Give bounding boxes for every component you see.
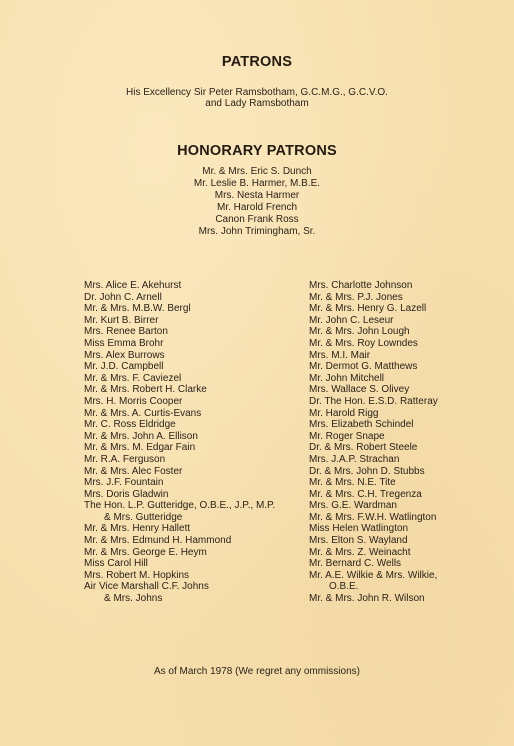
honorary-patron-5: Canon Frank Ross xyxy=(215,214,299,225)
list-item: Mrs. Alice E. Akehurst xyxy=(84,280,182,291)
list-item: Mr. J.D. Campbell xyxy=(84,361,164,373)
patrons-list-left xyxy=(84,280,275,605)
list-item: Mr. & Mrs. M. Edgar Fain xyxy=(84,442,196,454)
list-item: Mr. Bernard C. Wells xyxy=(309,558,402,570)
patron-line-2: and Lady Ramsbotham xyxy=(205,98,309,109)
patron-line-1: His Excellency Sir Peter Ramsbotham, G.C.M.G., G.C.V.O. xyxy=(126,87,388,98)
list-item: Mr. Roger Snape xyxy=(309,430,385,442)
list-item: Mr. & Mrs. N.E. Tite xyxy=(309,477,396,489)
list-item: Miss Carol Hill xyxy=(84,558,148,570)
list-item: Mr. A.E. Wilkie & Mrs. Wilkie, xyxy=(309,569,438,581)
list-item: Mr. & Mrs. F.W.H. Watlington xyxy=(309,511,437,523)
list-item: Mr. & Mrs. Alec Foster xyxy=(84,465,183,477)
list-item: Air Vice Marshall C.F. Johns xyxy=(84,581,209,593)
list-item: Mrs. Renee Barton xyxy=(84,326,168,338)
list-item: Mr. & Mrs. Z. Weinacht xyxy=(309,546,411,558)
list-item: Mr. & Mrs. F. Caviezel xyxy=(84,372,182,384)
list-item: Mrs. Charlotte Johnson xyxy=(309,280,413,291)
honorary-patrons-heading: HONORARY PATRONS xyxy=(177,143,337,159)
honorary-patron-3: Mrs. Nesta Harmer xyxy=(214,190,300,201)
list-item: Miss Emma Brohr xyxy=(84,337,164,349)
list-item-continuation: & Mrs. Gutteridge xyxy=(104,511,183,523)
list-item: Mr. Harold Rigg xyxy=(309,407,379,419)
list-item: Dr. The Hon. E.S.D. Ratteray xyxy=(309,395,438,407)
list-item: Dr. & Mrs. John D. Stubbs xyxy=(309,465,425,477)
list-item: Mrs. Alex Burrows xyxy=(84,349,165,361)
list-item: Mr. & Mrs. Henry Hallett xyxy=(84,523,191,535)
list-item: Mr. John Mitchell xyxy=(309,372,385,384)
list-item: Mr. John C. Leseur xyxy=(309,314,394,326)
patrons-list-right xyxy=(309,280,438,605)
honorary-patron-2: Mr. Leslie B. Harmer, M.B.E. xyxy=(193,178,321,189)
list-item: Mrs. J.F. Fountain xyxy=(84,477,164,489)
list-item: Mrs. J.A.P. Strachan xyxy=(309,453,400,465)
list-item: The Hon. L.P. Gutteridge, O.B.E., J.P., M.P. xyxy=(84,500,276,512)
list-item: Mrs. H. Morris Cooper xyxy=(84,395,183,407)
list-item: Mr. R.A. Ferguson xyxy=(84,453,166,465)
list-item: Mr. Dermot G. Matthews xyxy=(309,361,418,373)
list-item: Mr. & Mrs. George E. Heym xyxy=(84,546,207,558)
list-item: Mr. & Mrs. Robert H. Clarke xyxy=(84,384,207,396)
list-item-continuation: O.B.E. xyxy=(329,581,359,593)
list-item: Mr. & Mrs. Henry G. Lazell xyxy=(309,303,427,315)
list-item: Mrs. Wallace S. Olivey xyxy=(309,384,410,396)
list-item: Mr. & Mrs. Roy Lowndes xyxy=(309,337,418,349)
footer-note: As of March 1978 (We regret any ommissions) xyxy=(153,666,360,677)
list-item: Miss Helen Watlington xyxy=(309,523,409,535)
list-item: Mr. & Mrs. M.B.W. Bergl xyxy=(84,303,191,315)
list-item: Mr. C. Ross Eldridge xyxy=(84,419,176,431)
honorary-patron-1: Mr. & Mrs. Eric S. Dunch xyxy=(202,166,312,177)
list-item: Mrs. Elizabeth Schindel xyxy=(309,419,414,431)
list-item: Dr. John C. Arnell xyxy=(84,291,162,303)
list-item-continuation: & Mrs. Johns xyxy=(104,593,163,605)
honorary-patron-4: Mr. Harold French xyxy=(216,202,298,213)
list-item: Mrs. G.E. Wardman xyxy=(309,500,397,512)
list-item: Mrs. M.I. Mair xyxy=(309,349,371,361)
list-item: Mr. & Mrs. P.J. Jones xyxy=(309,291,403,303)
honorary-patron-6: Mrs. John Trimingham, Sr. xyxy=(198,226,316,237)
list-item: Mr. & Mrs. John R. Wilson xyxy=(309,593,425,605)
list-item: Mr. & Mrs. A. Curtis-Evans xyxy=(84,407,202,419)
list-item: Mrs. Doris Gladwin xyxy=(84,488,169,500)
list-item: Mr. & Mrs. John A. Ellison xyxy=(84,430,198,442)
list-item: Mr. Kurt B. Birrer xyxy=(84,314,159,326)
list-item: Mr. & Mrs. C.H. Tregenza xyxy=(309,488,422,500)
list-item: Mrs. Robert M. Hopkins xyxy=(84,569,190,581)
list-item: Dr. & Mrs. Robert Steele xyxy=(309,442,418,454)
patrons-heading: PATRONS xyxy=(221,54,293,70)
list-item: Mr. & Mrs. Edmund H. Hammond xyxy=(84,535,232,547)
list-item: Mrs. Elton S. Wayland xyxy=(309,535,408,547)
list-item: Mr. & Mrs. John Lough xyxy=(309,326,410,338)
